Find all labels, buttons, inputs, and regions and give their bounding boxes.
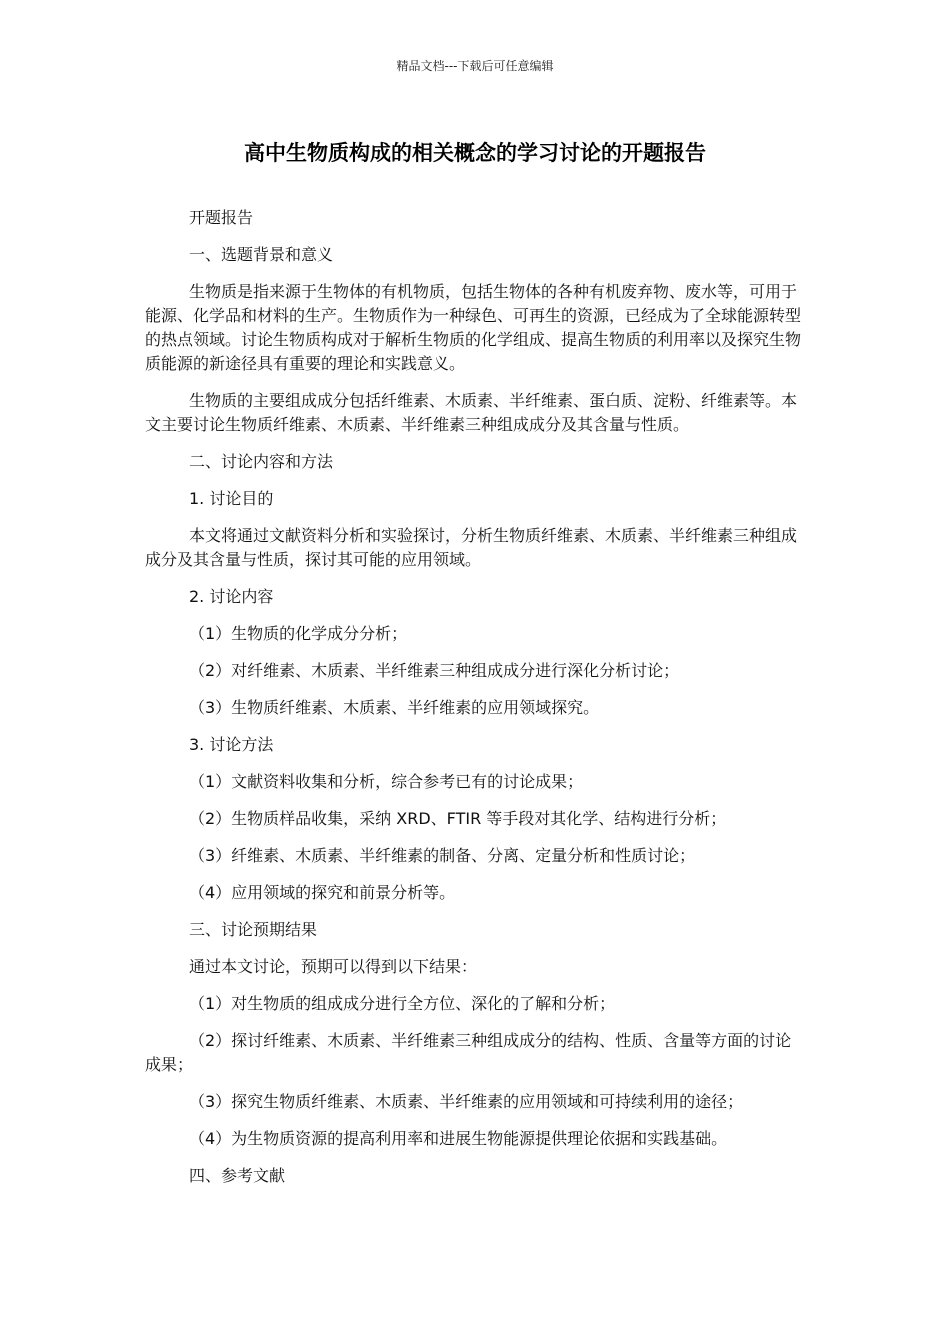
list-item: （1）对生物质的组成成分进行全方位、深化的了解和分析；	[189, 994, 616, 1013]
document-title: 高中生物质构成的相关概念的学习讨论的开题报告	[244, 141, 706, 165]
section-heading-4: 四、参考文献	[189, 1166, 286, 1185]
section-heading-1: 一、选题背景和意义	[189, 245, 334, 264]
list-item: （3）探究生物质纤维素、木质素、半纤维素的应用领域和可持续利用的途径；	[189, 1092, 744, 1111]
list-item: （3）纤维素、木质素、半纤维素的制备、分离、定量分析和性质讨论；	[189, 846, 696, 865]
list-item: （2）探讨纤维素、木质素、半纤维素三种组成成分的结构、性质、含量等方面的讨论成果；	[145, 1031, 792, 1074]
subheading-purpose: 1. 讨论目的	[189, 489, 274, 508]
paragraph-purpose: 本文将通过文献资料分析和实验探讨，分析生物质纤维素、木质素、半纤维素三种组成成分及其含量与性质，探讨其可能的应用领域。	[145, 526, 798, 569]
list-item: （2）生物质样品收集，采纳 XRD、FTIR 等手段对其化学、结构进行分析；	[189, 809, 727, 828]
list-item: （3）生物质纤维素、木质素、半纤维素的应用领域探究。	[189, 698, 600, 717]
list-item: （2）对纤维素、木质素、半纤维素三种组成成分进行深化分析讨论；	[189, 661, 680, 680]
page-header: 精品文档---下载后可任意编辑	[396, 59, 554, 73]
paragraph-expected-intro: 通过本文讨论，预期可以得到以下结果：	[189, 957, 478, 976]
section-heading-2: 二、讨论内容和方法	[189, 452, 334, 471]
subheading-method: 3. 讨论方法	[189, 735, 274, 754]
paragraph-background: 生物质是指来源于生物体的有机物质，包括生物体的各种有机废弃物、废水等，可用于能源、化学品和材料的生产。生物质作为一种绿色、可再生的资源，已经成为了全球能源转型的热点领域。讨论生物质构成对于解析生物质的化学组成、提高生物质的利用率以及探究生物质能源的新途径具有重要的理论和实践意义。	[145, 282, 802, 373]
document-body	[145, 206, 805, 1201]
subheading-content: 2. 讨论内容	[189, 587, 274, 606]
list-item: （4）为生物质资源的提高利用率和进展生物能源提供理论依据和实践基础。	[189, 1129, 728, 1148]
list-item: （4）应用领域的探究和前景分析等。	[189, 883, 456, 902]
list-item: （1）文献资料收集和分析，综合参考已有的讨论成果；	[189, 772, 584, 791]
paragraph-components: 生物质的主要组成成分包括纤维素、木质素、半纤维素、蛋白质、淀粉、纤维素等。本文主要讨论生物质纤维素、木质素、半纤维素三种组成成分及其含量与性质。	[145, 391, 798, 434]
section-heading-3: 三、讨论预期结果	[189, 920, 318, 939]
list-item: （1）生物质的化学成分分析；	[189, 624, 408, 643]
heading-report: 开题报告	[189, 208, 254, 227]
